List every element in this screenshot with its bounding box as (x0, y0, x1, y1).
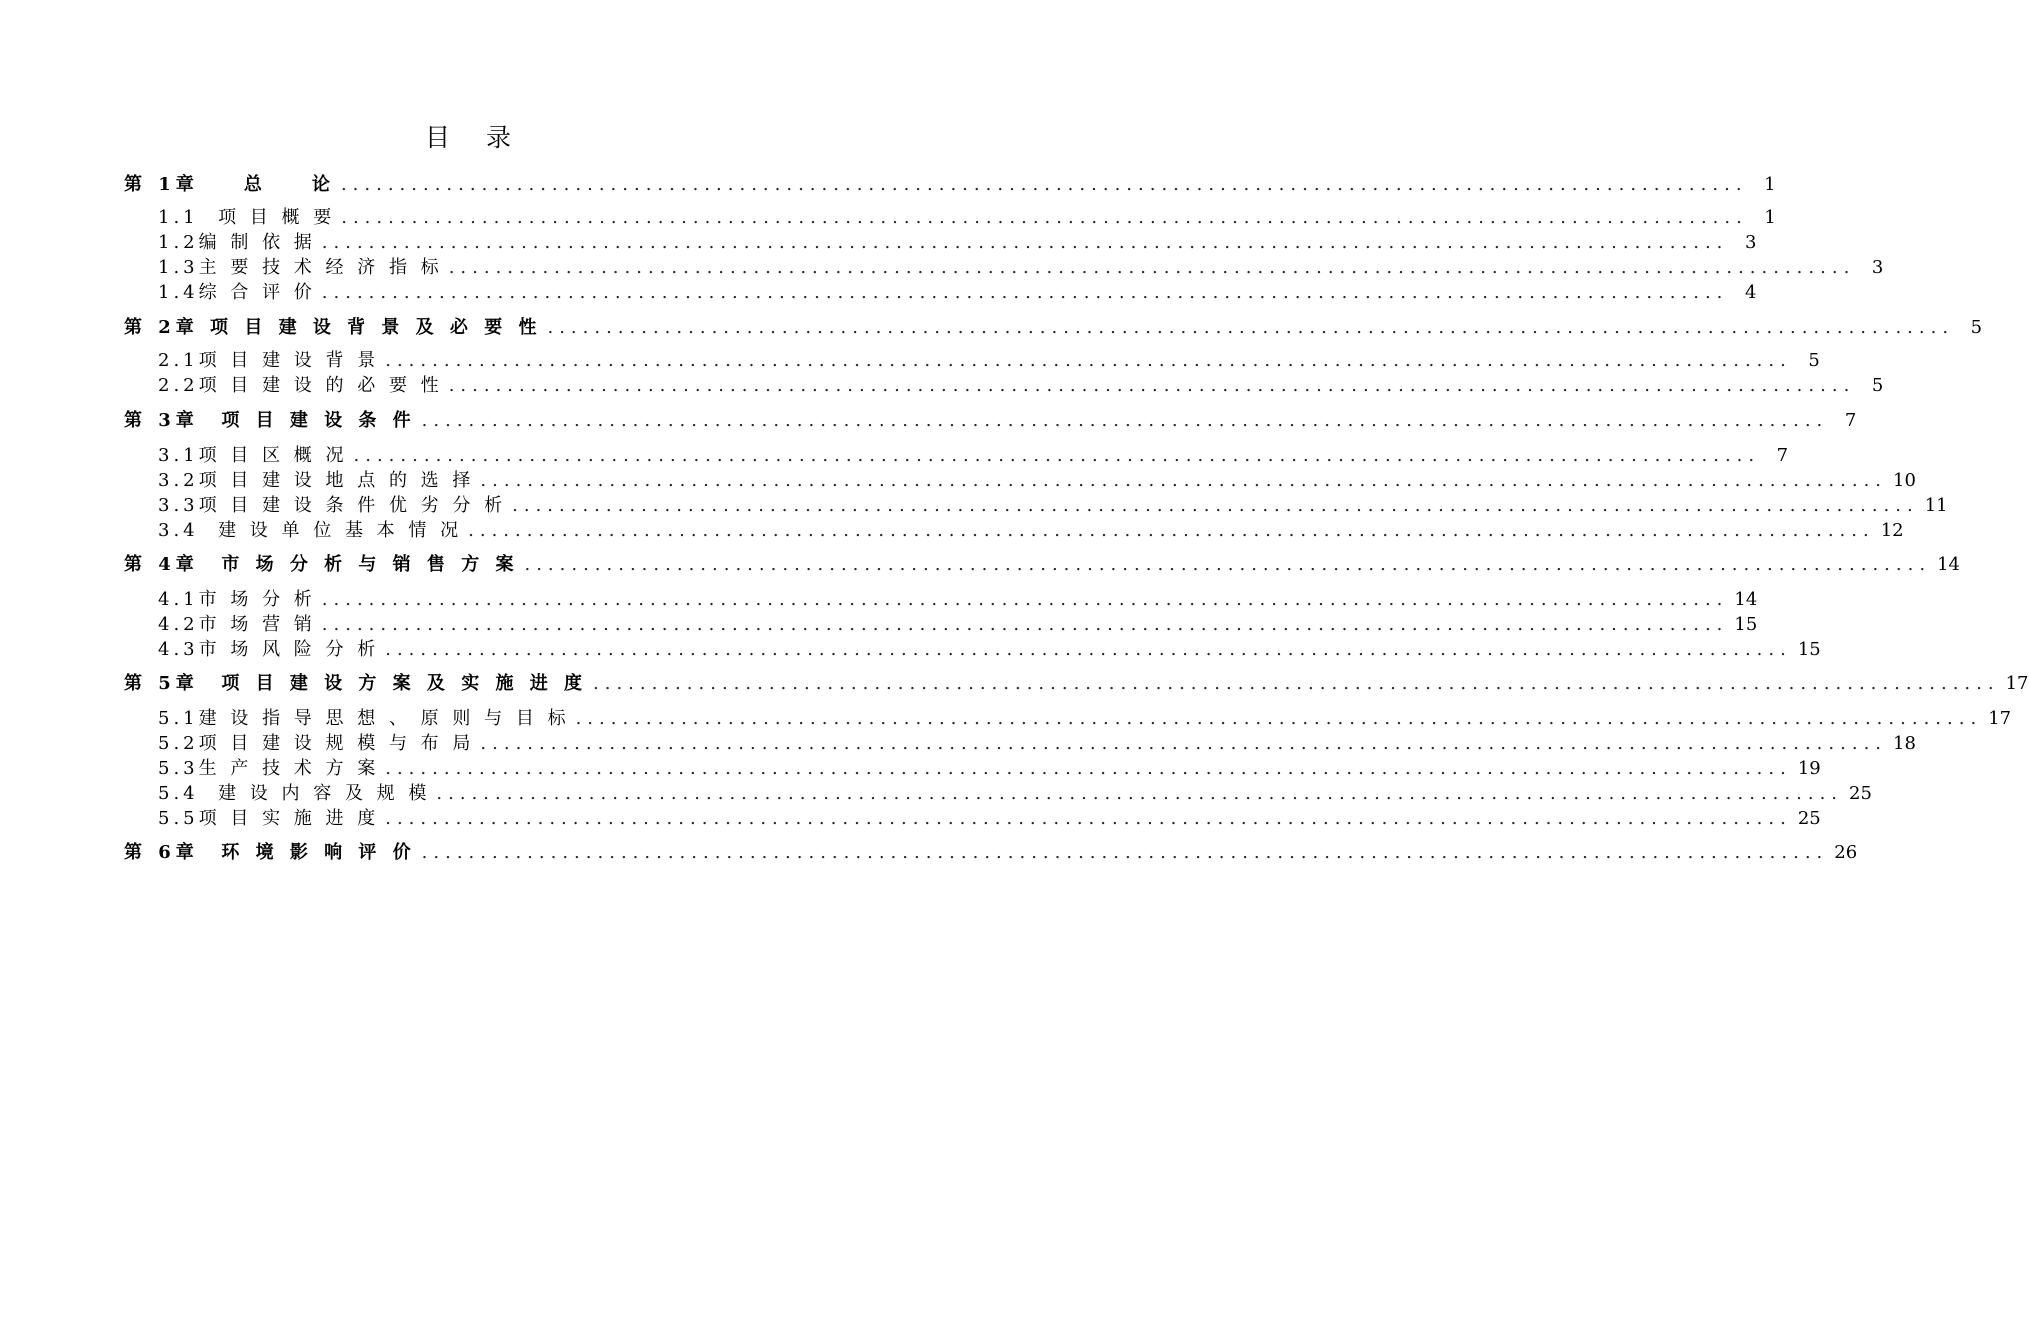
toc-entry-label: 第 2章 项 目 建 设 背 景 及 必 要 性 (124, 317, 542, 338)
dot-leader: ........................................................................................................................ (421, 410, 1829, 431)
toc-section-entry[interactable] (158, 756, 1821, 782)
toc-entry-label: 第 1章 总 论 (124, 174, 335, 195)
toc-page-number: 26 (1834, 842, 1858, 863)
dot-leader: ........................................................................................................................ (524, 554, 1932, 575)
toc-entry-label: 2.1项 目 建 设 背 景 (158, 350, 380, 371)
dot-leader: ........................................................................................................................ (575, 708, 1983, 729)
toc-page-number: 3 (1744, 232, 1757, 253)
toc-page-number: 7 (1776, 445, 1789, 466)
toc-page-number: 7 (1844, 410, 1857, 431)
toc-section-entry[interactable] (158, 612, 1758, 638)
dot-leader: ........................................................................................................................ (448, 375, 1856, 396)
toc-section-entry[interactable] (158, 518, 1904, 544)
toc-entry-label: 4.2市 场 营 销 (158, 614, 316, 635)
dot-leader: ........................................................................................................................ (341, 207, 1748, 228)
toc-entry-label: 5.5项 目 实 施 进 度 (158, 808, 380, 829)
dot-leader: ........................................................................................................................ (321, 589, 1729, 610)
toc-page-number: 18 (1893, 733, 1916, 754)
toc-entry-label: 3.4 建 设 单 位 基 本 情 况 (158, 520, 463, 541)
toc-entry-label: 2.2项 目 建 设 的 必 要 性 (158, 375, 443, 396)
toc-title: 目 录 (425, 123, 525, 152)
dot-leader: ........................................................................................................................ (385, 639, 1792, 660)
dot-leader: ........................................................................................................................ (321, 232, 1729, 253)
toc-page-number: 17 (1988, 708, 2012, 729)
toc-page-number: 11 (1924, 495, 1948, 516)
toc-page-number: 4 (1744, 282, 1757, 303)
dot-leader: ........................................................................................................................ (468, 520, 1875, 541)
toc-section-entry[interactable] (158, 731, 1916, 757)
toc-entry-label: 5.1建 设 指 导 思 想 、 原 则 与 目 标 (158, 708, 570, 729)
dot-leader: ........................................................................................................................ (421, 842, 1829, 863)
toc-section-entry[interactable] (158, 348, 1820, 374)
toc-page-number: 15 (1797, 639, 1821, 660)
toc-section-entry[interactable] (158, 493, 1948, 519)
toc-entry-label: 第 6章 环 境 影 响 评 价 (124, 842, 416, 863)
toc-page-number: 5 (1871, 375, 1884, 396)
toc-section-entry[interactable] (158, 806, 1821, 832)
dot-leader: ........................................................................................................................ (593, 673, 2000, 694)
toc-entry-label: 第 3章 项 目 建 设 条 件 (124, 410, 416, 431)
dot-leader: ........................................................................................................................ (385, 350, 1792, 371)
dot-leader: ........................................................................................................................ (480, 470, 1888, 491)
toc-entry-label: 4.3市 场 风 险 分 析 (158, 639, 380, 660)
toc-page-number: 5 (1970, 317, 1983, 338)
toc-page-number: 25 (1849, 783, 1872, 804)
dot-leader: ........................................................................................................................ (512, 495, 1919, 516)
toc-entry-label: 1.1 项 目 概 要 (158, 207, 336, 228)
dot-leader: ........................................................................................................................ (448, 257, 1856, 278)
dot-leader: ........................................................................................................................ (321, 282, 1729, 303)
toc-chapter-entry[interactable] (124, 408, 1857, 434)
dot-leader: ........................................................................................................................ (385, 758, 1792, 779)
toc-page-number: 14 (1734, 589, 1758, 610)
toc-section-entry[interactable] (158, 781, 1872, 807)
toc-entry-label: 1.2编 制 依 据 (158, 232, 316, 253)
toc-section-entry[interactable] (158, 205, 1776, 231)
toc-section-entry[interactable] (158, 373, 1884, 399)
toc-page-number: 15 (1734, 614, 1758, 635)
toc-page-number: 25 (1797, 808, 1821, 829)
toc-page-number: 3 (1871, 257, 1884, 278)
toc-page-number: 14 (1937, 554, 1960, 575)
toc-entry-label: 1.3主 要 技 术 经 济 指 标 (158, 257, 443, 278)
toc-page-number: 12 (1880, 520, 1904, 541)
toc-page-number: 1 (1764, 207, 1776, 228)
toc-section-entry[interactable] (158, 468, 1916, 494)
toc-section-entry[interactable] (158, 230, 1757, 256)
toc-entry-label: 5.2项 目 建 设 规 模 与 布 局 (158, 733, 475, 754)
toc-section-entry[interactable] (158, 443, 1789, 469)
toc-chapter-entry[interactable] (124, 315, 1983, 341)
toc-entry-label: 第 4章 市 场 分 析 与 销 售 方 案 (124, 554, 519, 575)
dot-leader: ........................................................................................................................ (321, 614, 1729, 635)
toc-entry-label: 3.3项 目 建 设 条 件 优 劣 分 析 (158, 495, 507, 516)
dot-leader: ........................................................................................................................ (436, 783, 1844, 804)
dot-leader: ........................................................................................................................ (340, 174, 1748, 195)
dot-leader: ........................................................................................................................ (353, 445, 1761, 466)
toc-page-number: 1 (1764, 174, 1776, 195)
toc-chapter-entry[interactable] (124, 840, 1858, 866)
dot-leader: ........................................................................................................................ (480, 733, 1888, 754)
toc-entry-label: 3.2项 目 建 设 地 点 的 选 择 (158, 470, 475, 491)
toc-entry-label: 1.4综 合 评 价 (158, 282, 316, 303)
toc-entry-label: 4.1市 场 分 析 (158, 589, 316, 610)
toc-entry-label: 5.3生 产 技 术 方 案 (158, 758, 380, 779)
dot-leader: ........................................................................................................................ (547, 317, 1955, 338)
toc-chapter-entry[interactable] (124, 172, 1776, 198)
toc-entry-label: 5.4 建 设 内 容 及 规 模 (158, 783, 431, 804)
toc-section-entry[interactable] (158, 280, 1757, 306)
toc-chapter-entry[interactable] (124, 552, 1960, 578)
toc-chapter-entry[interactable] (124, 671, 2029, 697)
toc-section-entry[interactable] (158, 637, 1821, 663)
toc-section-entry[interactable] (158, 706, 2012, 732)
toc-page-number: 19 (1797, 758, 1821, 779)
toc-page-number: 10 (1893, 470, 1916, 491)
toc-entry-label: 第 5章 项 目 建 设 方 案 及 实 施 进 度 (124, 673, 587, 694)
toc-page-number: 17 (2005, 673, 2029, 694)
toc-section-entry[interactable] (158, 587, 1758, 613)
toc-entry-label: 3.1项 目 区 概 况 (158, 445, 348, 466)
dot-leader: ........................................................................................................................ (385, 808, 1792, 829)
toc-section-entry[interactable] (158, 255, 1884, 281)
toc-page-number: 5 (1808, 350, 1820, 371)
